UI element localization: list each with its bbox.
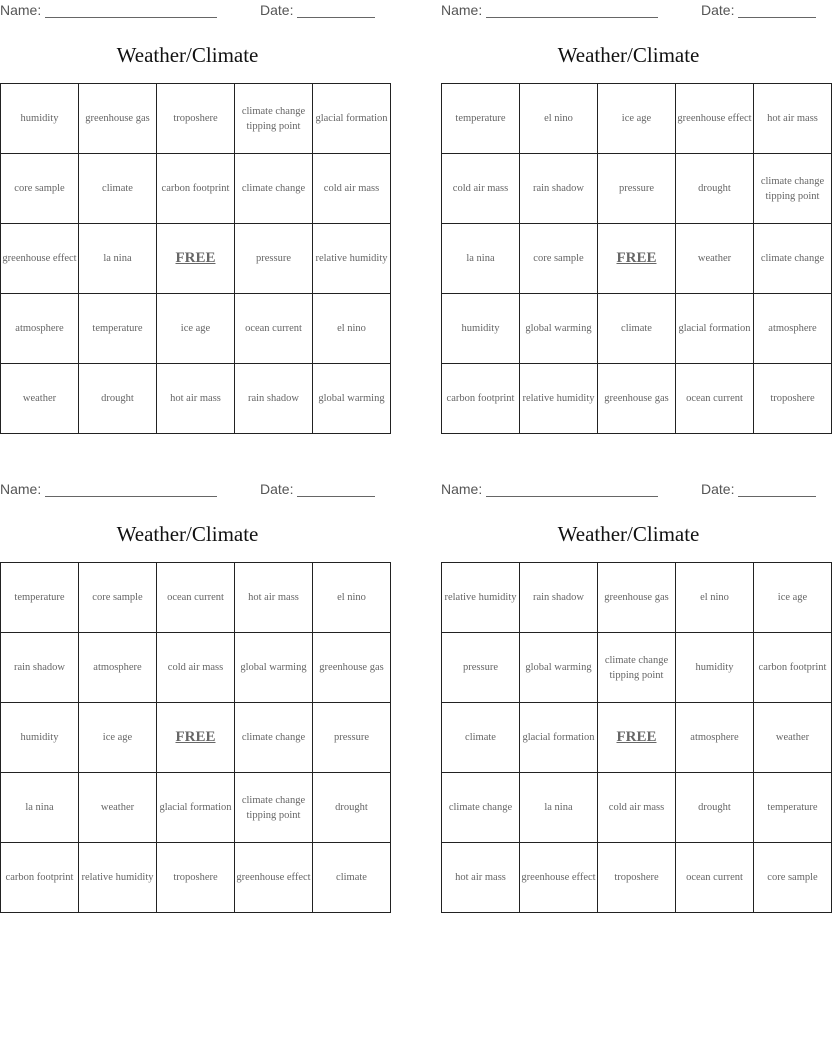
bingo-cell-term: troposhere bbox=[770, 393, 815, 404]
name-label: Name: bbox=[0, 2, 42, 18]
bingo-row bbox=[1, 563, 391, 633]
bingo-row bbox=[442, 84, 832, 154]
bingo-cell-term: rain shadow bbox=[532, 592, 585, 603]
bingo-cell-term: ocean current bbox=[686, 872, 743, 883]
bingo-cell bbox=[676, 633, 754, 703]
bingo-cell-term: glacial formation bbox=[159, 802, 232, 813]
bingo-cell bbox=[79, 773, 157, 843]
bingo-cell bbox=[157, 294, 235, 364]
name-blank-line[interactable] bbox=[486, 17, 658, 18]
bingo-cell-term: hot air mass bbox=[170, 393, 221, 404]
bingo-cell-term: carbon footprint bbox=[758, 662, 827, 673]
card-title: Weather/Climate bbox=[557, 43, 700, 67]
bingo-cell-term: troposhere bbox=[614, 872, 659, 883]
bingo-cell bbox=[1, 224, 79, 294]
bingo-cell bbox=[598, 843, 676, 913]
bingo-cell bbox=[313, 364, 391, 434]
bingo-cell bbox=[79, 703, 157, 773]
bingo-cell bbox=[157, 843, 235, 913]
bingo-cell-term: atmosphere bbox=[768, 323, 817, 334]
bingo-cell bbox=[313, 84, 391, 154]
bingo-row bbox=[442, 633, 832, 703]
bingo-cell bbox=[313, 843, 391, 913]
free-space-label: FREE bbox=[175, 728, 216, 745]
bingo-cell bbox=[1, 294, 79, 364]
bingo-cell-term: el nino bbox=[337, 323, 366, 334]
bingo-cell bbox=[754, 84, 832, 154]
date-label: Date: bbox=[260, 2, 294, 18]
bingo-cell-term: humidity bbox=[461, 323, 500, 334]
bingo-cell bbox=[235, 633, 313, 703]
name-date-line bbox=[441, 0, 816, 20]
bingo-cell bbox=[520, 773, 598, 843]
bingo-cell bbox=[235, 294, 313, 364]
date-label: Date: bbox=[260, 481, 294, 497]
bingo-cell bbox=[235, 843, 313, 913]
bingo-cell-term: humidity bbox=[695, 662, 734, 673]
bingo-cell-term: rain shadow bbox=[13, 662, 66, 673]
bingo-cell bbox=[676, 703, 754, 773]
bingo-cell-term: ice age bbox=[180, 323, 211, 334]
bingo-cell bbox=[520, 294, 598, 364]
bingo-cell-term: el nino bbox=[700, 592, 729, 603]
bingo-cell-term: ocean current bbox=[167, 592, 224, 603]
bingo-cell-term: troposhere bbox=[173, 113, 218, 124]
bingo-cell bbox=[598, 364, 676, 434]
bingo-cell-term: el nino bbox=[337, 592, 366, 603]
bingo-row bbox=[1, 224, 391, 294]
bingo-cell bbox=[79, 84, 157, 154]
bingo-cell bbox=[442, 84, 520, 154]
bingo-row bbox=[442, 843, 832, 913]
bingo-row bbox=[442, 703, 832, 773]
bingo-cell bbox=[754, 703, 832, 773]
bingo-cell-term: core sample bbox=[92, 592, 143, 603]
bingo-cell-term: humidity bbox=[20, 732, 59, 743]
bingo-cell-term: glacial formation bbox=[522, 732, 595, 743]
date-blank-line[interactable] bbox=[297, 496, 375, 497]
bingo-cell bbox=[676, 563, 754, 633]
bingo-cell bbox=[598, 633, 676, 703]
bingo-cell-term: ice age bbox=[102, 732, 133, 743]
bingo-row bbox=[1, 843, 391, 913]
bingo-cell bbox=[157, 84, 235, 154]
bingo-cell-term: pressure bbox=[463, 662, 498, 673]
bingo-cell-term: weather bbox=[100, 802, 135, 813]
bingo-cell-term: cold air mass bbox=[452, 183, 509, 194]
bingo-cell bbox=[520, 154, 598, 224]
bingo-cell bbox=[235, 154, 313, 224]
bingo-cell-term: relative humidity bbox=[315, 253, 388, 264]
bingo-cell bbox=[676, 294, 754, 364]
bingo-cell-term: core sample bbox=[533, 253, 584, 264]
bingo-cell bbox=[157, 364, 235, 434]
bingo-row bbox=[1, 633, 391, 703]
date-label: Date: bbox=[701, 481, 735, 497]
bingo-row bbox=[442, 563, 832, 633]
bingo-cell bbox=[313, 773, 391, 843]
name-blank-line[interactable] bbox=[486, 496, 658, 497]
bingo-cell bbox=[754, 843, 832, 913]
bingo-cell-term: greenhouse gas bbox=[319, 662, 384, 673]
bingo-cell-term: temperature bbox=[92, 323, 143, 334]
bingo-cell bbox=[313, 224, 391, 294]
bingo-cell-term: climate change bbox=[241, 732, 306, 743]
free-space-label: FREE bbox=[616, 249, 657, 266]
date-blank-line[interactable] bbox=[297, 17, 375, 18]
bingo-cell-term: climate change tipping point bbox=[604, 654, 669, 681]
bingo-cell-term: pressure bbox=[256, 253, 291, 264]
date-label: Date: bbox=[701, 2, 735, 18]
bingo-row bbox=[442, 773, 832, 843]
name-blank-line[interactable] bbox=[45, 17, 217, 18]
bingo-cell-term: climate bbox=[621, 323, 652, 334]
bingo-cell bbox=[754, 563, 832, 633]
bingo-cell-term: el nino bbox=[544, 113, 573, 124]
card-title: Weather/Climate bbox=[116, 43, 259, 67]
bingo-cell-term: weather bbox=[22, 393, 57, 404]
bingo-cell bbox=[79, 843, 157, 913]
bingo-cell-term: hot air mass bbox=[767, 113, 818, 124]
bingo-cell bbox=[313, 563, 391, 633]
bingo-cell bbox=[313, 154, 391, 224]
bingo-cell bbox=[157, 154, 235, 224]
bingo-cell bbox=[235, 773, 313, 843]
bingo-cell-term: humidity bbox=[20, 113, 59, 124]
bingo-cell-term: climate bbox=[102, 183, 133, 194]
bingo-cell bbox=[520, 703, 598, 773]
bingo-row bbox=[1, 773, 391, 843]
bingo-cell bbox=[754, 633, 832, 703]
bingo-cell-term: cold air mass bbox=[608, 802, 665, 813]
bingo-cell-term: temperature bbox=[767, 802, 818, 813]
bingo-cell bbox=[442, 703, 520, 773]
bingo-cell bbox=[676, 84, 754, 154]
bingo-cell bbox=[79, 224, 157, 294]
bingo-cell bbox=[313, 703, 391, 773]
bingo-cell bbox=[676, 364, 754, 434]
bingo-cell-term: drought bbox=[101, 393, 134, 404]
bingo-cell-term: troposhere bbox=[173, 872, 218, 883]
free-space bbox=[157, 224, 235, 294]
bingo-row bbox=[442, 294, 832, 364]
bingo-cell-term: weather bbox=[697, 253, 732, 264]
bingo-cell-term: carbon footprint bbox=[161, 183, 230, 194]
card-title: Weather/Climate bbox=[116, 522, 259, 546]
bingo-row bbox=[1, 84, 391, 154]
bingo-cell-term: atmosphere bbox=[93, 662, 142, 673]
bingo-cell-term: cold air mass bbox=[323, 183, 380, 194]
bingo-cell bbox=[676, 843, 754, 913]
bingo-row bbox=[442, 224, 832, 294]
bingo-cell bbox=[520, 563, 598, 633]
bingo-cell bbox=[79, 633, 157, 703]
bingo-cell-term: ocean current bbox=[245, 323, 302, 334]
bingo-cell bbox=[313, 294, 391, 364]
bingo-cell-term: temperature bbox=[14, 592, 65, 603]
bingo-cell-term: global warming bbox=[240, 662, 307, 673]
bingo-cell bbox=[157, 773, 235, 843]
name-date-line bbox=[441, 479, 816, 499]
bingo-cell bbox=[313, 633, 391, 703]
bingo-cell bbox=[754, 773, 832, 843]
bingo-cell-term: glacial formation bbox=[315, 113, 388, 124]
bingo-cell bbox=[1, 843, 79, 913]
bingo-cell-term: relative humidity bbox=[444, 592, 517, 603]
bingo-cell bbox=[442, 633, 520, 703]
bingo-cell bbox=[598, 84, 676, 154]
bingo-cell-term: rain shadow bbox=[247, 393, 300, 404]
bingo-cell bbox=[1, 773, 79, 843]
bingo-grid bbox=[0, 83, 391, 434]
bingo-cell-term: rain shadow bbox=[532, 183, 585, 194]
bingo-cell-term: greenhouse gas bbox=[604, 393, 669, 404]
bingo-grid bbox=[0, 562, 391, 913]
bingo-cell-term: ocean current bbox=[686, 393, 743, 404]
bingo-cell-term: la nina bbox=[544, 802, 573, 813]
bingo-cell bbox=[520, 843, 598, 913]
bingo-cell bbox=[442, 563, 520, 633]
bingo-cell-term: drought bbox=[698, 802, 731, 813]
bingo-cell bbox=[1, 703, 79, 773]
bingo-cell bbox=[1, 364, 79, 434]
bingo-cell bbox=[754, 154, 832, 224]
bingo-card bbox=[441, 479, 827, 883]
bingo-cell-term: climate change bbox=[448, 802, 513, 813]
bingo-cell bbox=[754, 224, 832, 294]
bingo-cell-term: pressure bbox=[619, 183, 654, 194]
free-space-label: FREE bbox=[175, 249, 216, 266]
bingo-cell bbox=[157, 563, 235, 633]
name-date-line bbox=[0, 479, 375, 499]
bingo-cell-term: climate change bbox=[760, 253, 825, 264]
free-space bbox=[157, 703, 235, 773]
bingo-cell-term: atmosphere bbox=[15, 323, 64, 334]
bingo-row bbox=[1, 154, 391, 224]
bingo-cell-term: drought bbox=[698, 183, 731, 194]
bingo-cell bbox=[598, 773, 676, 843]
bingo-cell bbox=[79, 154, 157, 224]
bingo-cell bbox=[598, 294, 676, 364]
bingo-row bbox=[442, 154, 832, 224]
bingo-cell bbox=[520, 364, 598, 434]
bingo-cell bbox=[442, 154, 520, 224]
bingo-cell bbox=[1, 633, 79, 703]
bingo-grid bbox=[441, 562, 832, 913]
name-date-line bbox=[0, 0, 375, 20]
bingo-cell-term: global warming bbox=[525, 323, 592, 334]
bingo-cell bbox=[235, 563, 313, 633]
bingo-cell-term: climate bbox=[465, 732, 496, 743]
bingo-cell-term: greenhouse effect bbox=[236, 872, 311, 883]
bingo-card bbox=[0, 479, 384, 883]
bingo-cell bbox=[754, 294, 832, 364]
name-label: Name: bbox=[0, 481, 42, 497]
bingo-cell bbox=[1, 154, 79, 224]
bingo-cell-term: global warming bbox=[525, 662, 592, 673]
bingo-cell-term: climate bbox=[336, 872, 367, 883]
bingo-cell bbox=[754, 364, 832, 434]
bingo-cell bbox=[157, 633, 235, 703]
bingo-cell bbox=[676, 224, 754, 294]
bingo-cell bbox=[598, 154, 676, 224]
name-label: Name: bbox=[441, 2, 483, 18]
bingo-cell-term: carbon footprint bbox=[5, 872, 74, 883]
bingo-cell-term: greenhouse effect bbox=[2, 253, 77, 264]
free-space bbox=[598, 224, 676, 294]
bingo-cell bbox=[79, 294, 157, 364]
date-blank-line[interactable] bbox=[738, 17, 816, 18]
bingo-cell-term: drought bbox=[335, 802, 368, 813]
name-blank-line[interactable] bbox=[45, 496, 217, 497]
bingo-cell-term: cold air mass bbox=[167, 662, 224, 673]
bingo-card bbox=[0, 0, 388, 404]
bingo-row bbox=[442, 364, 832, 434]
free-space-label: FREE bbox=[616, 728, 657, 745]
bingo-cell-term: climate change tipping point bbox=[241, 105, 306, 132]
bingo-cell bbox=[235, 703, 313, 773]
bingo-cell-term: hot air mass bbox=[248, 592, 299, 603]
bingo-cell bbox=[79, 364, 157, 434]
bingo-cell-term: weather bbox=[775, 732, 810, 743]
bingo-cell-term: climate change tipping point bbox=[241, 794, 306, 821]
bingo-cell bbox=[676, 773, 754, 843]
bingo-cell-term: hot air mass bbox=[455, 872, 506, 883]
bingo-cell bbox=[1, 84, 79, 154]
bingo-cell bbox=[442, 773, 520, 843]
bingo-cell-term: ice age bbox=[777, 592, 808, 603]
bingo-cell bbox=[520, 633, 598, 703]
bingo-cell-term: greenhouse gas bbox=[604, 592, 669, 603]
bingo-cell-term: ice age bbox=[621, 113, 652, 124]
bingo-cell-term: glacial formation bbox=[678, 323, 751, 334]
bingo-cell-term: relative humidity bbox=[522, 393, 595, 404]
bingo-cell bbox=[1, 563, 79, 633]
bingo-cell bbox=[676, 154, 754, 224]
bingo-cell-term: la nina bbox=[466, 253, 495, 264]
bingo-cell bbox=[442, 294, 520, 364]
bingo-cell bbox=[520, 84, 598, 154]
bingo-cell-term: la nina bbox=[25, 802, 54, 813]
bingo-cell-term: la nina bbox=[103, 253, 132, 264]
date-blank-line[interactable] bbox=[738, 496, 816, 497]
bingo-cell-term: carbon footprint bbox=[446, 393, 515, 404]
bingo-cell-term: pressure bbox=[334, 732, 369, 743]
bingo-row bbox=[1, 703, 391, 773]
bingo-cell bbox=[442, 843, 520, 913]
bingo-cell bbox=[79, 563, 157, 633]
bingo-cell-term: global warming bbox=[318, 393, 385, 404]
bingo-row bbox=[1, 294, 391, 364]
bingo-card bbox=[441, 0, 825, 404]
bingo-row bbox=[1, 364, 391, 434]
bingo-cell-term: greenhouse effect bbox=[677, 113, 752, 124]
bingo-cell bbox=[235, 224, 313, 294]
bingo-cell-term: relative humidity bbox=[81, 872, 154, 883]
card-title: Weather/Climate bbox=[557, 522, 700, 546]
bingo-cell bbox=[442, 364, 520, 434]
name-label: Name: bbox=[441, 481, 483, 497]
bingo-cell bbox=[520, 224, 598, 294]
bingo-cell bbox=[442, 224, 520, 294]
bingo-grid bbox=[441, 83, 832, 434]
bingo-cell-term: greenhouse effect bbox=[521, 872, 596, 883]
bingo-cell bbox=[235, 84, 313, 154]
bingo-cell-term: climate change bbox=[241, 183, 306, 194]
bingo-cell-term: atmosphere bbox=[690, 732, 739, 743]
bingo-cell bbox=[598, 563, 676, 633]
bingo-cell bbox=[235, 364, 313, 434]
bingo-cell-term: temperature bbox=[455, 113, 506, 124]
bingo-cell-term: core sample bbox=[14, 183, 65, 194]
free-space bbox=[598, 703, 676, 773]
bingo-cell-term: core sample bbox=[767, 872, 818, 883]
bingo-cell-term: greenhouse gas bbox=[85, 113, 150, 124]
bingo-cell-term: climate change tipping point bbox=[760, 175, 825, 202]
